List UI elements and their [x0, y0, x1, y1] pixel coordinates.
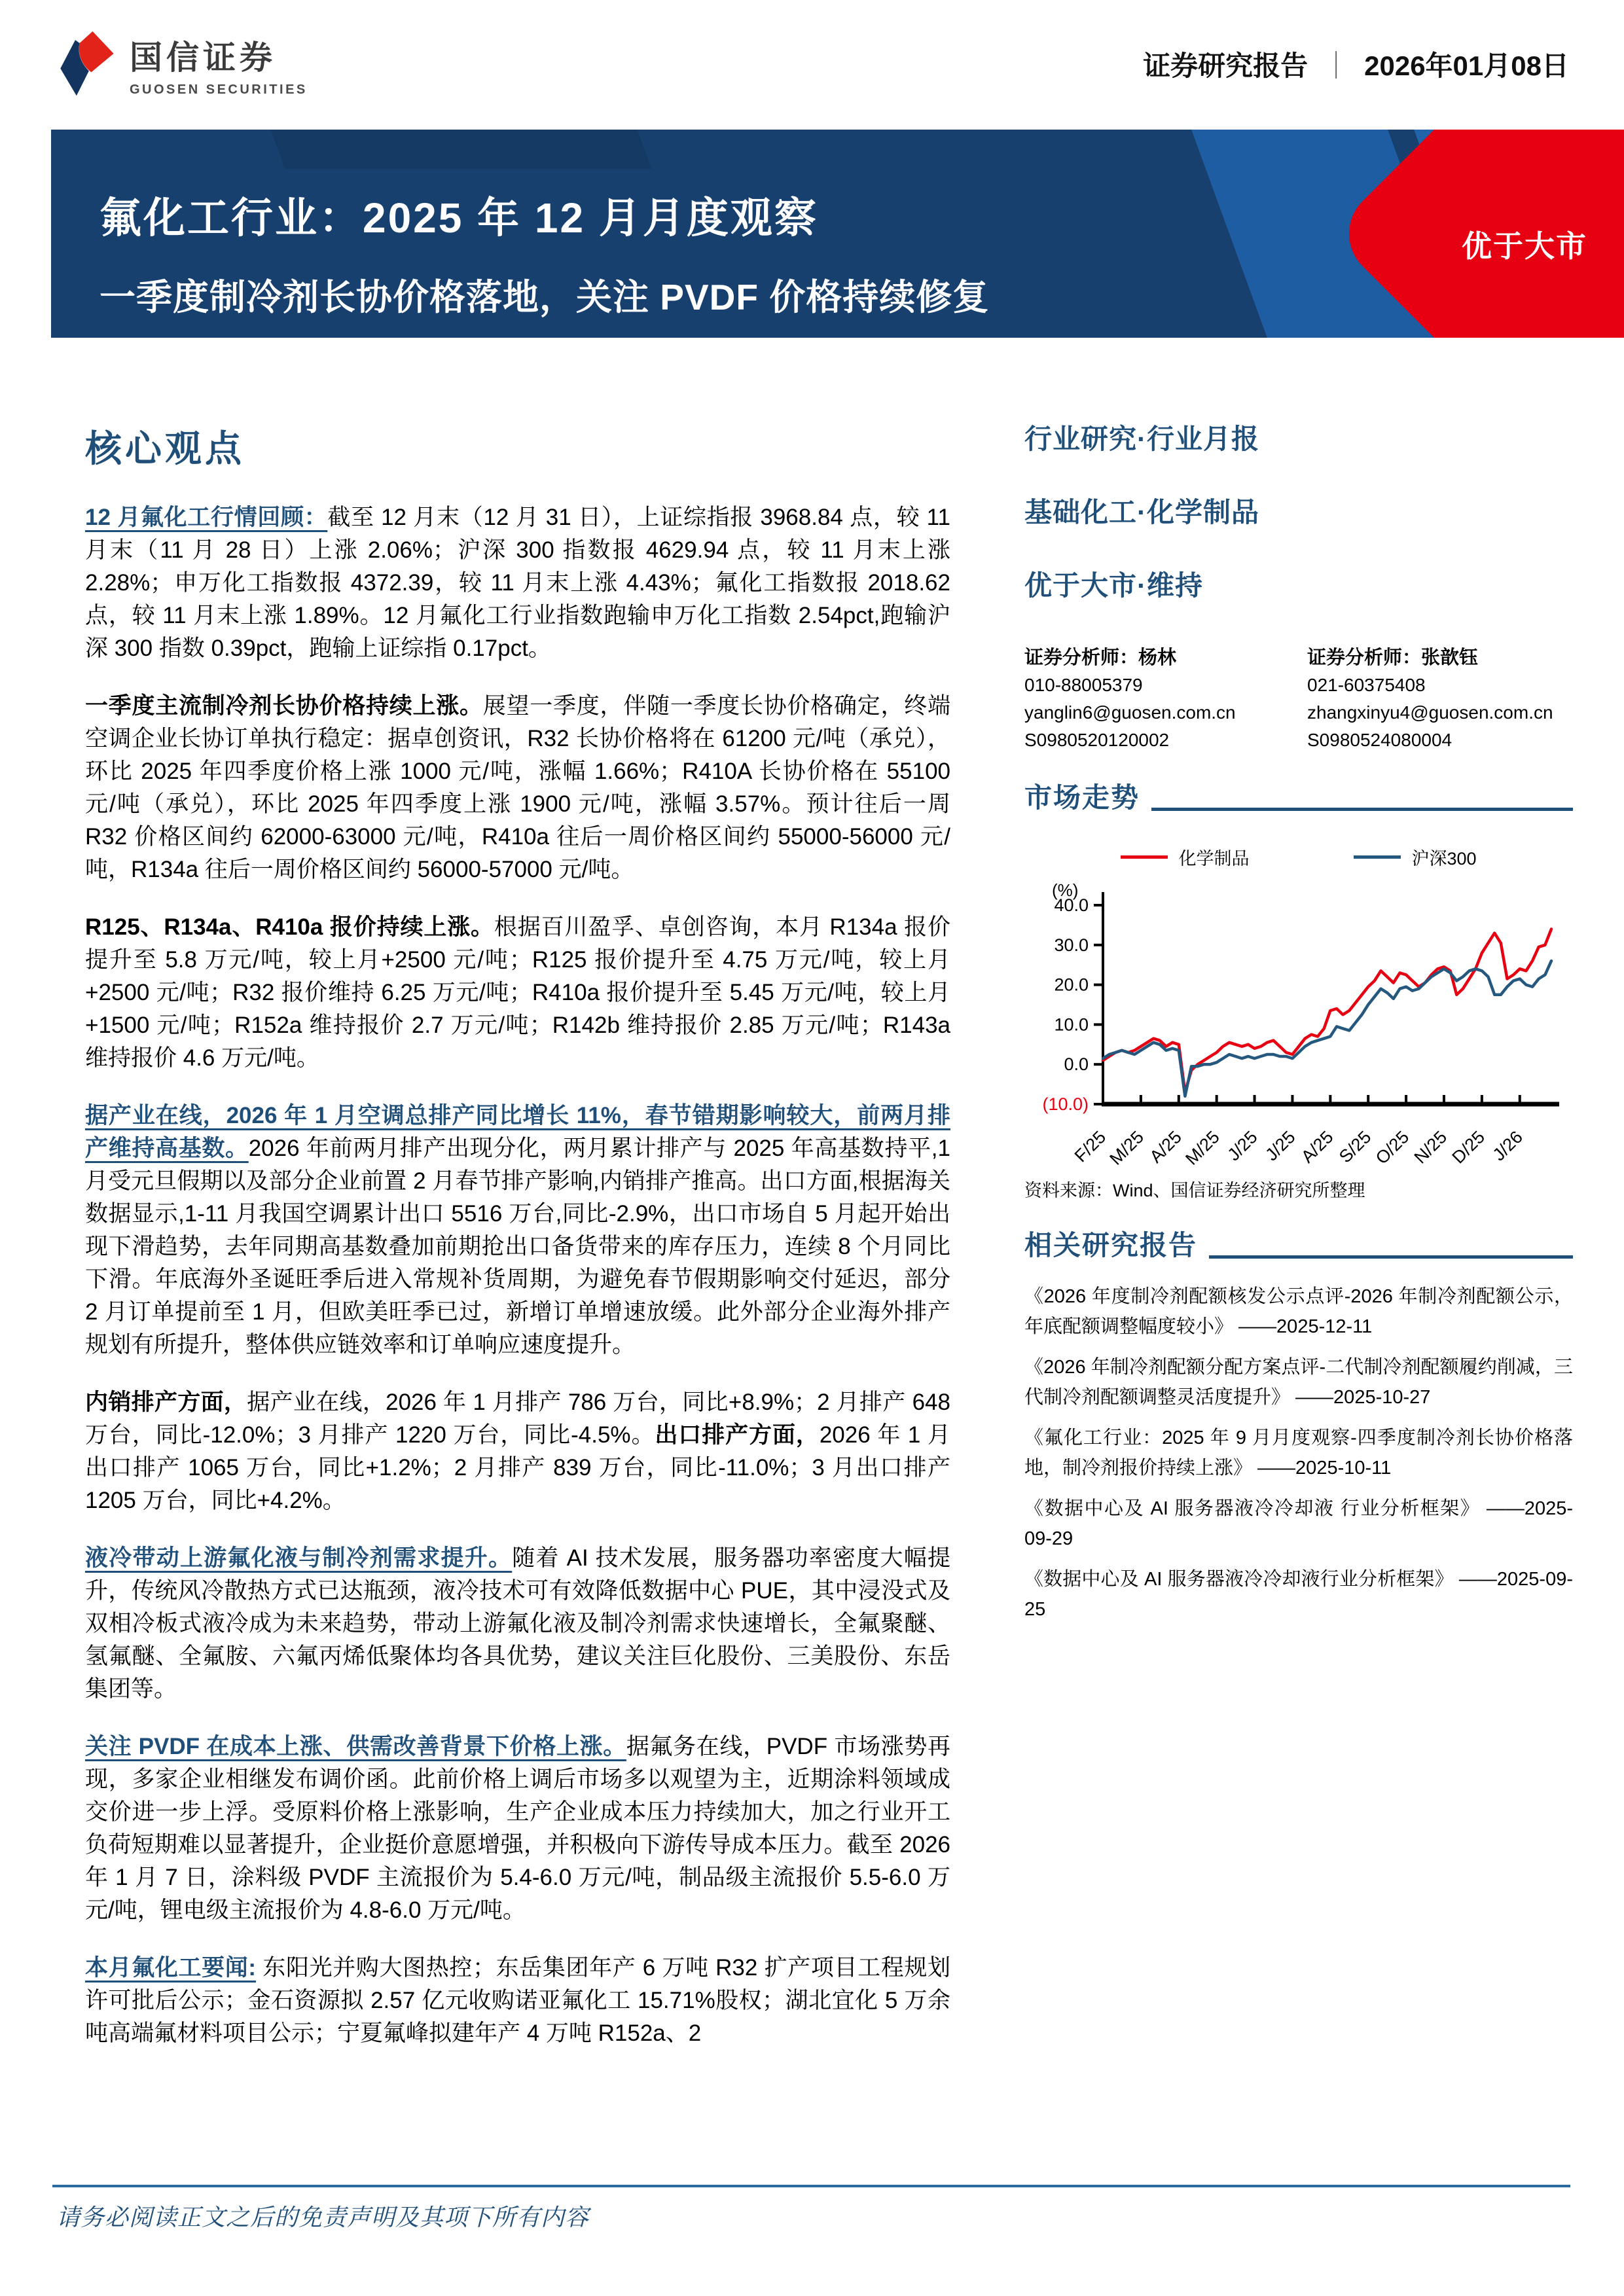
title-banner: [51, 130, 1624, 338]
related-report-item: 《氟化工行业：2025 年 9 月月度观察-四季度制冷剂长协价格落地，制冷剂报价持续上涨》 ——2025-10-11: [1024, 1427, 1573, 1479]
svg-text:J/26: J/26: [1489, 1127, 1527, 1165]
sidebar: [1024, 424, 1573, 1635]
paragraph-text: 据产业在线，2026 年 1 月排产 786 万台，同比+8.9%；2 月排产 648 万台，同比-12.0%；3 月排产 1220 万台，同比-4.5%。: [85, 1390, 950, 1448]
analyst-email: zhangxinyu4@guosen.com.cn: [1307, 702, 1553, 723]
analyst-name: 证券分析师：杨林: [1024, 647, 1177, 668]
svg-text:A/25: A/25: [1146, 1127, 1186, 1167]
chart-legend: [1024, 844, 1573, 870]
analyst-phone: 010-88005379: [1024, 675, 1143, 695]
report-title: 氟化工行业：2025 年 12 月月度观察: [99, 194, 818, 242]
core-paragraph: [85, 1386, 950, 1517]
svg-text:30.0: 30.0: [1054, 935, 1089, 955]
legend-swatch: [1121, 855, 1168, 859]
paragraph-lead: 内销排产方面，: [85, 1390, 247, 1415]
svg-text:S/25: S/25: [1335, 1127, 1375, 1167]
core-paragraph: [85, 1542, 950, 1706]
svg-text:(%): (%): [1052, 880, 1079, 900]
rating-badge: 优于大市: [1462, 229, 1587, 263]
svg-text:J/25: J/25: [1223, 1127, 1261, 1165]
market-trend-heading: 市场走势: [1024, 776, 1573, 816]
analyst-cert-id: S0980524080004: [1307, 730, 1453, 750]
svg-text:40.0: 40.0: [1054, 895, 1089, 915]
svg-text:0.0: 0.0: [1064, 1054, 1089, 1075]
paragraph-text: 截至 12 月末（12 月 31 日），上证综指报 3968.84 点，较 11 月末（11 月 28 日）上涨 2.06%；沪深 300 指数报 4629.94 点，较 11 月末上涨 2.28%；申万化工指数报 4372.39，较 11 月末上涨 4.43%；氟化工指数报 2018.62 点，较 11 月末上涨 1.89%。12 月氟化工行业指数跑输申万化工指数 2.54pct,跑输沪深 300 指数 0.39pct，跑输上证综指 0.17pct。: [85, 505, 950, 661]
footer-disclaimer: 请务必阅读正文之后的免责声明及其项下所有内容: [56, 2204, 590, 2231]
guosen-logo: [55, 30, 308, 98]
chart-source: 资料来源：Wind、国信证券经济研究所整理: [1024, 1181, 1365, 1200]
report-subtitle: 一季度制冷剂长协价格落地，关注 PVDF 价格持续修复: [99, 277, 990, 317]
analyst-name: 证券分析师：张歆钰: [1307, 647, 1479, 668]
svg-text:M/25: M/25: [1182, 1127, 1223, 1169]
svg-text:D/25: D/25: [1448, 1127, 1489, 1168]
report-type-and-date: [1143, 45, 1569, 84]
header-separator: ｜: [1322, 50, 1350, 81]
legend-label: 化学制品: [1178, 849, 1250, 869]
analyst-card: [1024, 644, 1290, 754]
core-views-section: [85, 420, 950, 2075]
paragraph-lead: 液冷带动上游氟化液与制冷剂需求提升。: [85, 1545, 513, 1571]
core-paragraph: [85, 911, 950, 1075]
guosen-logo-mark: [55, 30, 118, 98]
paragraph-lead: 本月氟化工要闻:: [85, 1955, 257, 1981]
core-paragraph: [85, 1952, 950, 2050]
paragraph-lead: 一季度主流制冷剂长协价格持续上涨。: [85, 693, 483, 719]
core-views-heading: 核心观点: [85, 428, 245, 469]
svg-text:O/25: O/25: [1371, 1127, 1413, 1168]
paragraph-lead: 据产业在线，2026 年 1 月空调总排产同比增长 11%，春节错期影响较大，前两月排产维持高基数。: [85, 1103, 950, 1161]
core-paragraphs: [85, 501, 950, 2050]
doc-type-label: 证券研究报告: [1143, 50, 1308, 81]
svg-text:(10.0): (10.0): [1042, 1094, 1089, 1114]
analyst-cert-id: S0980520120002: [1024, 730, 1170, 750]
paragraph-text: 据氟务在线，PVDF 市场涨势再现，多家企业相继发布调价函。此前价格上调后市场多以观望为主，近期涂料领域成交价进一步上浮。受原料价格上涨影响，生产企业成本压力持续加大，加之行业开工负荷短期难以显著提升，企业挺价意愿增强，并积极向下游传导成本压力。截至 2026 年 1 月 7 日，涂料级 PVDF 主流报价为 5.4-6.0 万元/吨，制品级主流报价 5.5-6.0 万元/吨，锂电级主流报价为 4.8-6.0 万元/吨。: [85, 1734, 951, 1923]
svg-text:J/25: J/25: [1261, 1127, 1299, 1165]
sidebar-industry: 基础化工·化学制品: [1024, 497, 1259, 528]
related-report-item: 《2026 年度制冷剂配额核发公示点评-2026 年制冷剂配额公示，年底配额调整幅度较小》 ——2025-12-11: [1024, 1286, 1573, 1337]
paragraph-lead: 12 月氟化工行情回顾：: [85, 505, 328, 530]
footer-divider: [52, 2185, 1570, 2187]
related-reports-heading: 相关研究报告: [1024, 1224, 1573, 1263]
related-report-item: 《数据中心及 AI 服务器液冷冷却液行业分析框架》 ——2025-09-25: [1024, 1569, 1573, 1620]
core-paragraph: [85, 1100, 950, 1361]
paragraph-lead: 出口排产方面，: [655, 1422, 820, 1448]
paragraph-lead: 关注 PVDF 在成本上涨、供需改善背景下价格上涨。: [85, 1734, 626, 1759]
analyst-phone: 021-60375408: [1307, 675, 1426, 695]
legend-label: 沪深300: [1411, 849, 1477, 869]
heading-rule: [1151, 808, 1573, 811]
heading-rule: [1209, 1255, 1573, 1259]
report-date: 2026年01月08日: [1364, 50, 1569, 81]
related-report-item: 《数据中心及 AI 服务器液冷冷却液 行业分析框架》 ——2025-09-29: [1024, 1498, 1573, 1549]
analyst-info-block: [1024, 644, 1573, 754]
sidebar-category: 行业研究·行业月报: [1024, 423, 1259, 454]
legend-item: [1121, 844, 1249, 870]
market-trend-chart: [1024, 874, 1573, 1175]
svg-text:20.0: 20.0: [1054, 975, 1089, 995]
svg-text:A/25: A/25: [1297, 1127, 1337, 1167]
report-header: [55, 26, 1569, 102]
brand-name-cn: 国信证券: [130, 39, 276, 76]
svg-text:N/25: N/25: [1410, 1127, 1451, 1168]
brand-name-en: GUOSEN SECURITIES: [130, 82, 308, 97]
svg-text:M/25: M/25: [1106, 1127, 1148, 1169]
paragraph-text: 2026 年前两月排产出现分化，两月累计排产与 2025 年高基数持平,1 月受元旦假期以及部分企业前置 2 月春节排产影响,内销排产推高。出口方面,根据海关数据显示,1-11 月我国空调累计出口 5516 万台,同比-2.9%，出口市场自 5 月起开始出现下滑趋势，去年同期高基数叠加前期抢出口备货带来的库存压力，连续 8 个月同比下滑。年底海外圣诞旺季后进入常规补货周期，为避免春节假期影响交付延迟，部分 2 月订单提前至 1 月，但欧美旺季已过，新增订单增速放缓。此外部分企业海外排产规划有所提升，整体供应链效率和订单响应速度提升。: [85, 1136, 950, 1357]
svg-text:10.0: 10.0: [1054, 1014, 1089, 1035]
core-paragraph: [85, 690, 950, 886]
banner-stripe-dark: [249, 130, 652, 169]
related-report-item: 《2026 年制冷剂配额分配方案点评-二代制冷剂配额履约削减，三代制冷剂配额调整灵活度提升》 ——2025-10-27: [1024, 1357, 1573, 1408]
analyst-email: yanglin6@guosen.com.cn: [1024, 702, 1236, 723]
paragraph-text: 展望一季度，伴随一季度长协价格确定，终端空调企业长协订单执行稳定：据卓创资讯，R32 长协价格将在 61200 元/吨（承兑），环比 2025 年四季度价格上涨 1000 元/吨，涨幅 1.66%；R410A 长协价格在 55100 元/吨（承兑），环比 2025 年四季度上涨 1900 元/吨，涨幅 3.57%。预计往后一周 R32 价格区间约 62000-63000 元/吨，R410a 往后一周价格区间约 55000-56000 元/吨，R134a 往后一周价格区间约 56000-57000 元/吨。: [85, 693, 950, 882]
core-paragraph: [85, 1731, 950, 1927]
svg-text:F/25: F/25: [1070, 1127, 1110, 1166]
paragraph-text: 根据百川盈孚、卓创咨询，本月 R134a 报价提升至 5.8 万元/吨，较上月+2500 元/吨；R125 报价提升至 4.75 万元/吨，较上月+2500 元/吨；R32 报价维持 6.25 万元/吨；R410a 报价提升至 5.45 万元/吨，较上月+1500 元/吨；R152a 维持报价 2.7 万元/吨；R142b 维持报价 2.85 万元/吨；R143a 维持报价 4.6 万元/吨。: [85, 914, 950, 1071]
paragraph-lead: R125、R134a、R410a 报价持续上涨。: [85, 914, 494, 940]
related-reports-list: [1024, 1282, 1573, 1624]
paragraph-text: 东阳光并购大图热控；东岳集团年产 6 万吨 R32 扩产项目工程规划许可批后公示；金石资源拟 2.57 亿元收购诺亚氟化工 15.71%股权；湖北宜化 5 万余吨高端氟材料项目公示；宁夏氟峰拟建年产 4 万吨 R152a、2: [85, 1955, 951, 2046]
sidebar-rating: 优于大市·维持: [1024, 570, 1203, 601]
legend-swatch: [1354, 855, 1401, 859]
core-paragraph: [85, 501, 950, 665]
paragraph-text: 2026 年 1 月出口排产 1065 万台，同比+1.2%；2 月排产 839 万台，同比-11.0%；3 月出口排产 1205 万台，同比+4.2%。: [85, 1422, 950, 1513]
analyst-card: [1307, 644, 1573, 754]
paragraph-text: 随着 AI 技术发展，服务器功率密度大幅提升，传统风冷散热方式已达瓶颈，液冷技术可有效降低数据中心 PUE，其中浸没式及双相冷板式液冷成为未来趋势，带动上游氟化液及制冷剂需求快速增长，全氟聚醚、氢氟醚、全氟胺、六氟丙烯低聚体均各具优势，建议关注巨化股份、三美股份、东岳集团等。: [85, 1545, 950, 1702]
legend-item: [1354, 844, 1476, 870]
